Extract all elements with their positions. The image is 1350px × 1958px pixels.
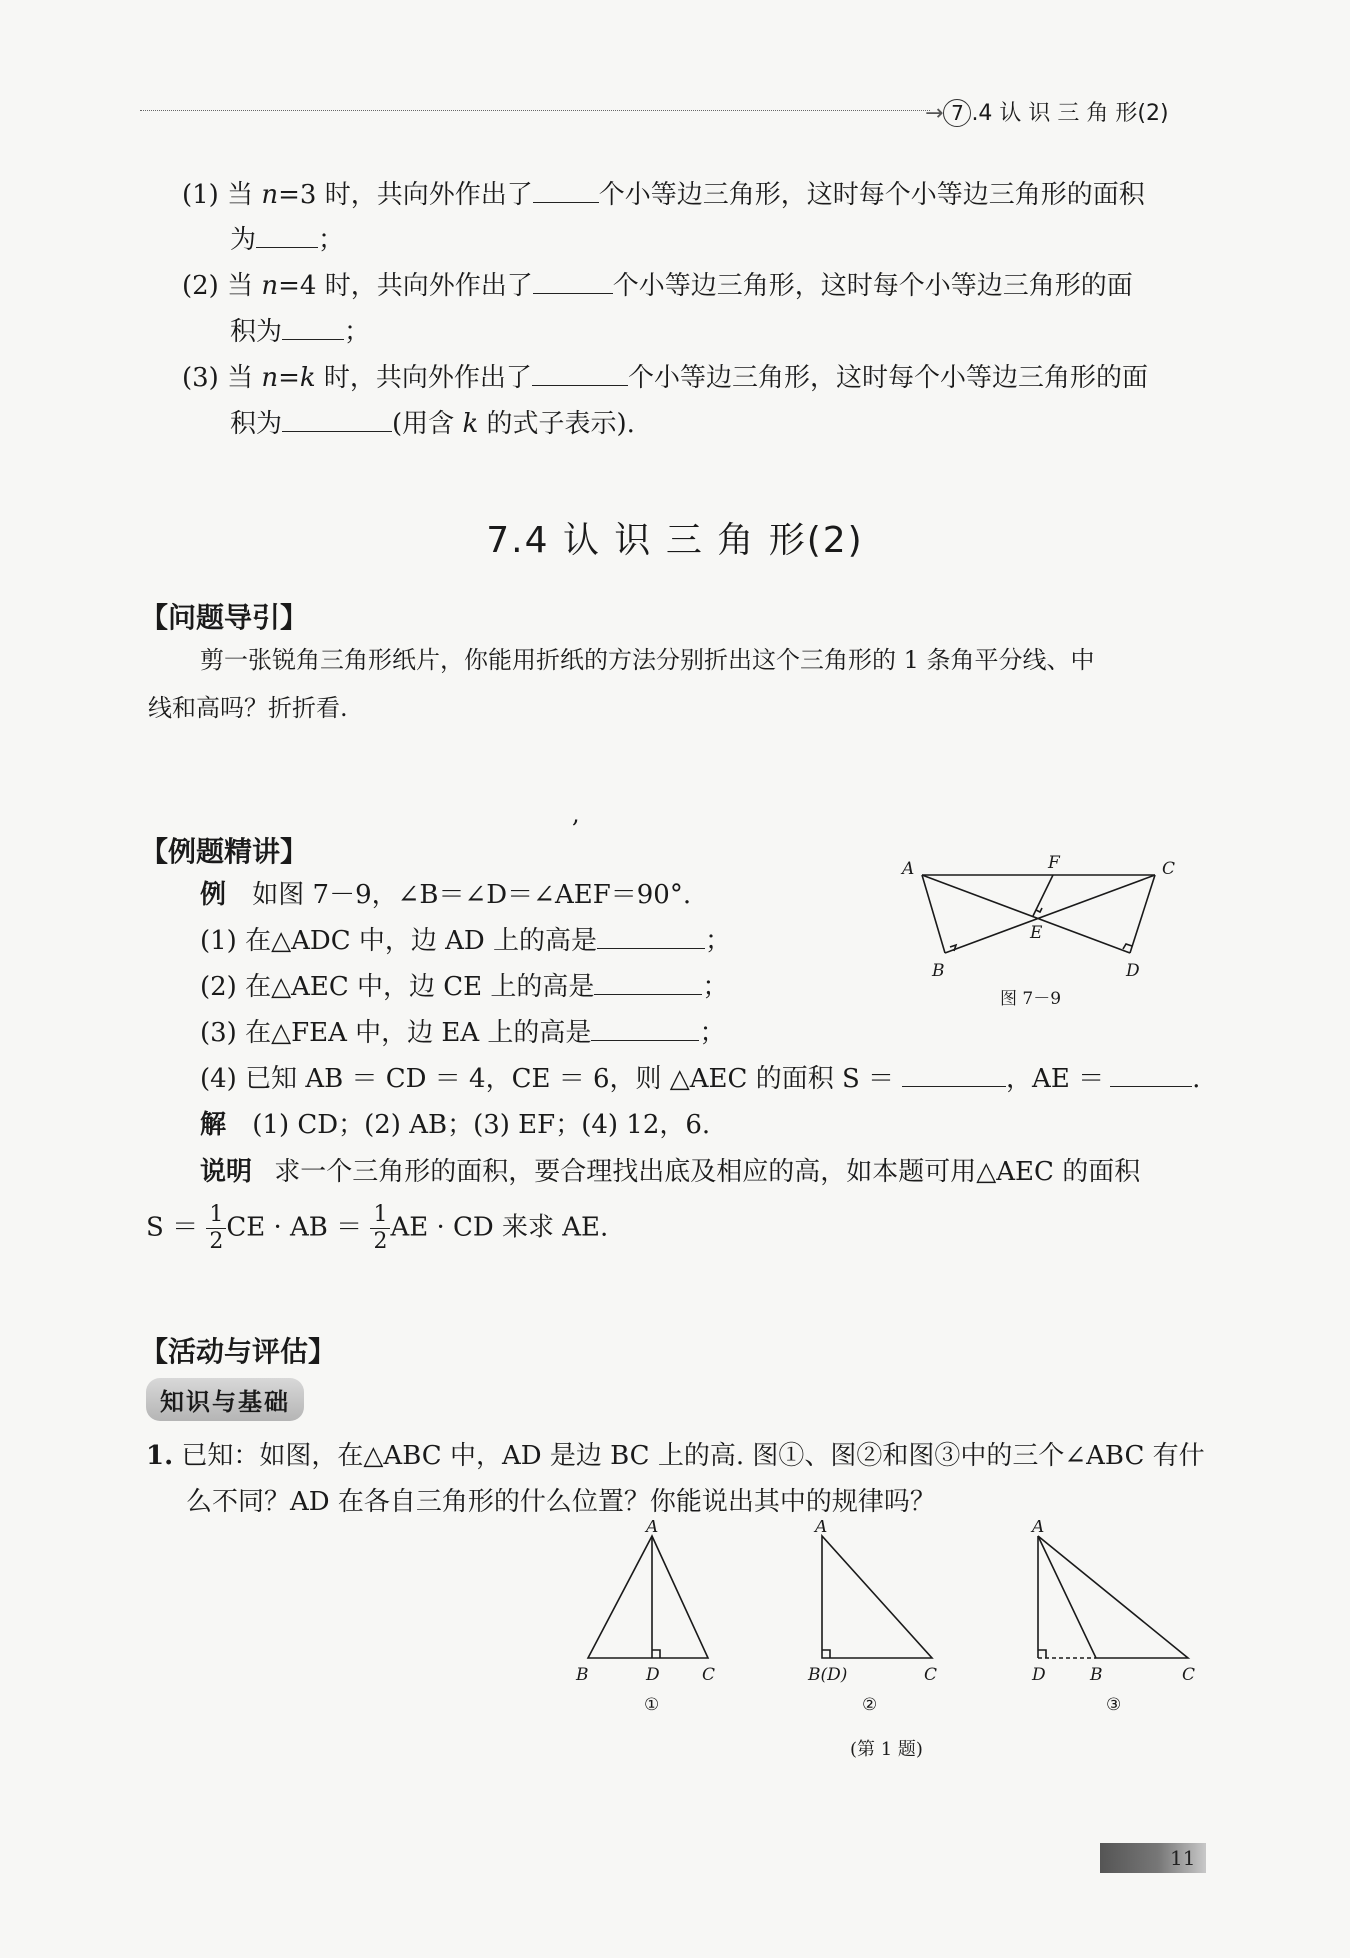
note-label: 说明 bbox=[200, 1157, 253, 1187]
area-formula bbox=[146, 1202, 608, 1255]
section-circle: 7 bbox=[943, 99, 971, 127]
guide-line1: 剪一张锐角三角形纸片，你能用折纸的方法分别折出这个三角形的 1 条角平分线、中 bbox=[200, 646, 1095, 674]
fig3-label-d: D bbox=[1032, 1665, 1046, 1685]
question-number: 1. bbox=[146, 1441, 174, 1471]
activity-heading: 【活动与评估】 bbox=[140, 1335, 337, 1368]
fig3-number: ③ bbox=[1106, 1695, 1122, 1715]
formula-text: CE · AB ＝ bbox=[226, 1212, 363, 1243]
answer-blank[interactable] bbox=[902, 1060, 1006, 1087]
fraction-half bbox=[206, 1202, 226, 1255]
answer-blank[interactable] bbox=[533, 176, 599, 203]
fig2-label-bd: B(D) bbox=[808, 1665, 848, 1685]
text: (3) 当 bbox=[182, 363, 262, 393]
answer-blank[interactable] bbox=[282, 313, 344, 340]
example-part3 bbox=[200, 1013, 725, 1053]
denominator: 2 bbox=[373, 1229, 388, 1254]
prev-q3-line1 bbox=[182, 358, 1148, 398]
prev-q2-line1 bbox=[182, 266, 1133, 306]
answer-blank[interactable] bbox=[591, 1014, 699, 1041]
prev-q1-line1 bbox=[182, 175, 1145, 215]
example-note bbox=[200, 1152, 1140, 1192]
text: (用含 bbox=[392, 409, 463, 439]
text: (3) 在△FEA 中，边 EA 上的高是 bbox=[200, 1018, 592, 1048]
fig-label-f: F bbox=[1048, 853, 1060, 873]
fig1-label-c: C bbox=[702, 1665, 716, 1685]
text: 积为 bbox=[230, 317, 283, 347]
fig2-label-c: C bbox=[924, 1665, 938, 1685]
text: 时，共向外作出了 bbox=[315, 363, 532, 393]
arrow-icon: → bbox=[925, 101, 944, 126]
example-part4 bbox=[200, 1059, 1200, 1099]
text: . bbox=[1192, 1064, 1201, 1094]
figure-7-9 bbox=[890, 850, 1210, 1020]
var: n bbox=[261, 180, 279, 210]
question-1-line1 bbox=[146, 1436, 1205, 1476]
section-title: 7.4 认 识 三 角 形(2) bbox=[486, 520, 864, 561]
example-solution bbox=[200, 1105, 710, 1145]
figure-caption: (第 1 题) bbox=[850, 1739, 923, 1760]
fig3-label-c: C bbox=[1182, 1665, 1196, 1685]
badge-text: 知识与基础 bbox=[146, 1378, 304, 1421]
fig3-label-a: A bbox=[1032, 1520, 1045, 1537]
fig1-label-d: D bbox=[646, 1665, 660, 1685]
example-label: 例 bbox=[200, 880, 227, 910]
fig-caption: 图 7－9 bbox=[1000, 989, 1062, 1009]
header-rule bbox=[140, 110, 930, 111]
answer-blank[interactable] bbox=[533, 267, 613, 294]
answer-blank[interactable] bbox=[597, 922, 705, 949]
answer-blank[interactable] bbox=[1110, 1060, 1192, 1087]
example-part2 bbox=[200, 967, 728, 1007]
text: (1) 当 bbox=[182, 180, 262, 210]
fig-label-e: E bbox=[1030, 923, 1043, 943]
guide-line2: 线和高吗？折折看. bbox=[148, 694, 348, 722]
running-header bbox=[925, 96, 1169, 127]
text: ； bbox=[705, 926, 732, 956]
example-intro-text: 如图 7－9，∠B＝∠D＝∠AEF＝90°. bbox=[252, 880, 692, 910]
fig-label-d: D bbox=[1126, 961, 1140, 981]
text: 为 bbox=[230, 225, 257, 255]
text: (4) 已知 AB ＝ CD ＝ 4，CE ＝ 6，则 △AEC 的面积 S ＝ bbox=[200, 1064, 895, 1094]
example-part1 bbox=[200, 921, 731, 961]
fig1-number: ① bbox=[644, 1695, 660, 1715]
example-heading: 【例题精讲】 bbox=[140, 835, 309, 868]
answer-blank[interactable] bbox=[256, 221, 318, 248]
fraction-half bbox=[370, 1202, 390, 1255]
question-text: 已知：如图，在△ABC 中，AD 是边 BC 上的高. 图①、图②和图③中的三个∠ABC 有什 bbox=[181, 1441, 1205, 1471]
fig-label-a: A bbox=[902, 859, 915, 879]
text: =3 时，共向外作出了 bbox=[278, 180, 533, 210]
fig-label-c: C bbox=[1162, 859, 1176, 879]
question-1-figures bbox=[560, 1520, 1220, 1740]
prev-q2-line2 bbox=[230, 312, 370, 352]
text: (2) 在△AEC 中，边 CE 上的高是 bbox=[200, 972, 595, 1002]
formula-text: AE · CD 来求 AE. bbox=[390, 1212, 609, 1243]
numerator: 1 bbox=[370, 1202, 390, 1229]
prev-q1-line2 bbox=[230, 220, 344, 260]
text: 个小等边三角形，这时每个小等边三角形的面积 bbox=[598, 180, 1145, 210]
solution-text: (1) CD；(2) AB；(3) EF；(4) 12，6. bbox=[252, 1110, 711, 1140]
text: 个小等边三角形，这时每个小等边三角形的面 bbox=[627, 363, 1148, 393]
text: ； bbox=[344, 317, 371, 347]
fig1-label-a: A bbox=[646, 1520, 659, 1537]
fig2-label-a: A bbox=[815, 1520, 828, 1537]
knowledge-badge bbox=[146, 1378, 304, 1421]
fig-label-b: B bbox=[932, 961, 945, 981]
denominator: 2 bbox=[209, 1229, 224, 1254]
text: ； bbox=[318, 225, 345, 255]
text: (1) 在△ADC 中，边 AD 上的高是 bbox=[200, 926, 598, 956]
guide-heading: 【问题导引】 bbox=[140, 601, 309, 634]
var: k bbox=[462, 409, 479, 439]
text: =4 时，共向外作出了 bbox=[278, 271, 533, 301]
prev-q3-line2 bbox=[230, 404, 635, 444]
formula-text: S ＝ bbox=[146, 1212, 199, 1243]
fig1-label-b: B bbox=[576, 1665, 589, 1685]
text: ； bbox=[702, 972, 729, 1002]
stray-mark: , bbox=[572, 800, 580, 828]
fig2-number: ② bbox=[862, 1695, 878, 1715]
answer-blank[interactable] bbox=[532, 359, 628, 386]
text: = bbox=[278, 363, 300, 393]
note-text: 求一个三角形的面积，要合理找出底及相应的高，如本题可用△AEC 的面积 bbox=[274, 1157, 1141, 1187]
var: k bbox=[299, 363, 316, 393]
text: ； bbox=[699, 1018, 726, 1048]
text: 个小等边三角形，这时每个小等边三角形的面 bbox=[612, 271, 1133, 301]
text: 积为 bbox=[230, 409, 283, 439]
solution-label: 解 bbox=[200, 1110, 227, 1140]
text: (2) 当 bbox=[182, 271, 262, 301]
answer-blank[interactable] bbox=[282, 405, 392, 432]
question-1-line2: 么不同？AD 在各自三角形的什么位置？你能说出其中的规律吗？ bbox=[186, 1487, 936, 1517]
text: 的式子表示). bbox=[478, 409, 635, 439]
fig3-label-b: B bbox=[1090, 1665, 1103, 1685]
numerator: 1 bbox=[206, 1202, 226, 1229]
answer-blank[interactable] bbox=[594, 968, 702, 995]
page-number: 11 bbox=[1170, 1846, 1196, 1870]
var: n bbox=[261, 271, 279, 301]
header-title: .4 认 识 三 角 形(2) bbox=[971, 101, 1169, 126]
var: n bbox=[261, 363, 279, 393]
example-intro bbox=[200, 875, 691, 915]
text: ，AE ＝ bbox=[1006, 1064, 1105, 1094]
